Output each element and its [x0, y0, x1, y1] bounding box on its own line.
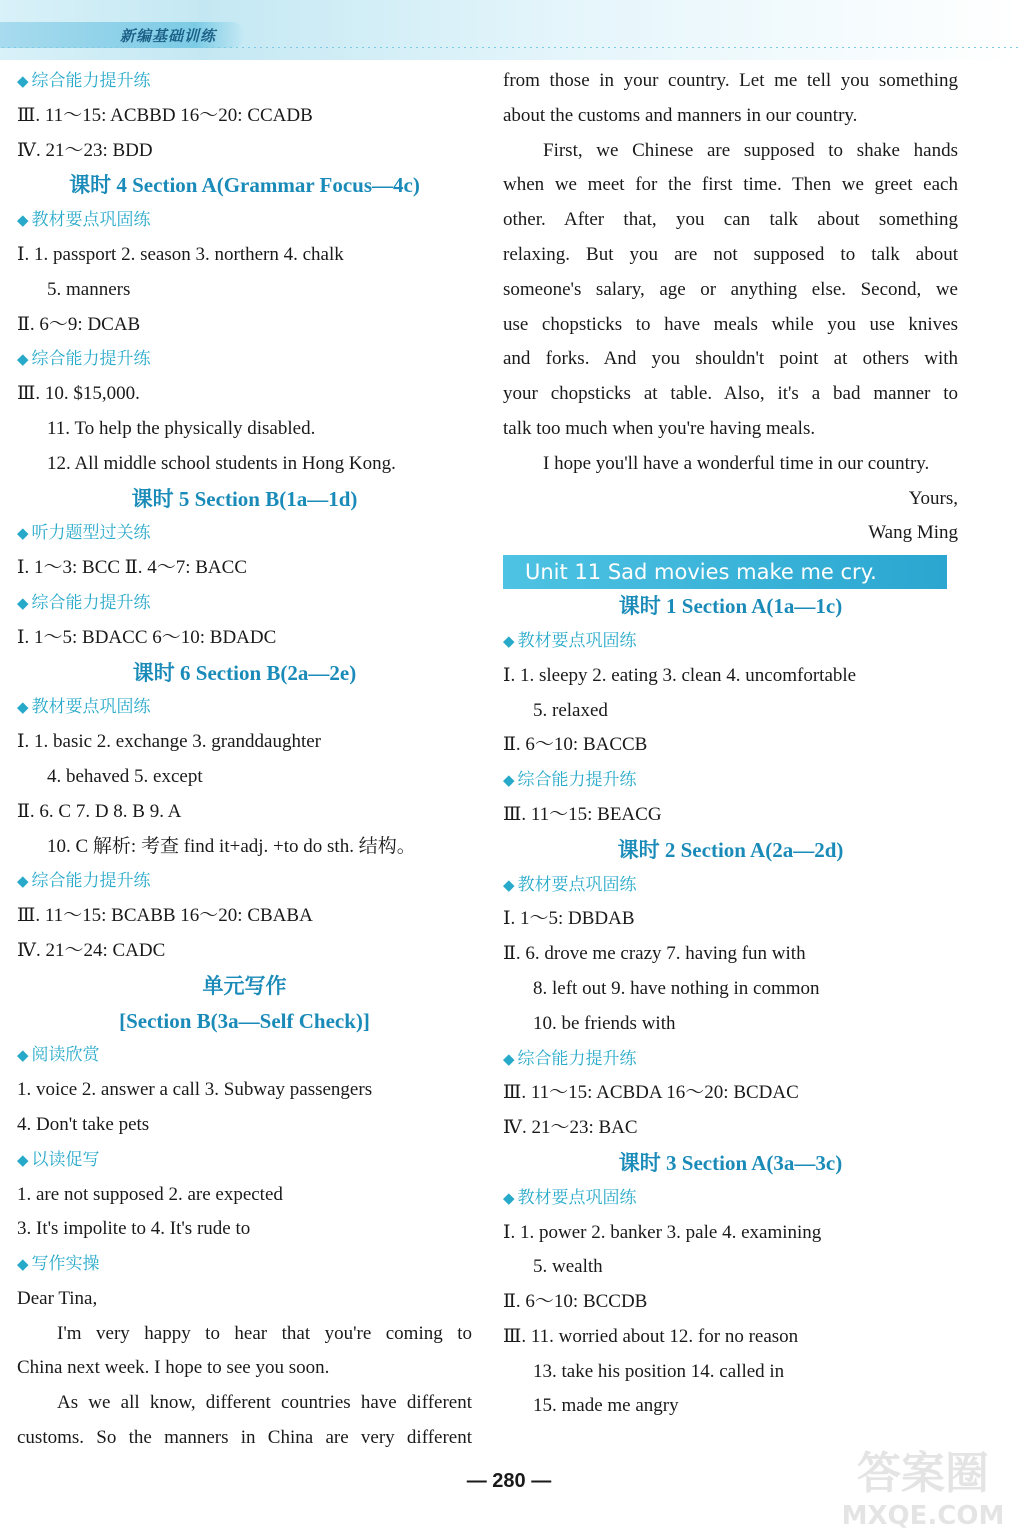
- diamond-bullet-icon: ◆: [503, 875, 515, 894]
- watermark-text: 答案圈: [857, 1448, 989, 1499]
- subsection-heading: [17, 1038, 472, 1073]
- subsection-label: 综合能力提升练: [517, 770, 637, 791]
- answer-line: Ⅱ. 6. C 7. D 8. B 9. A: [17, 800, 182, 822]
- answer-line: Ⅲ. 11～15: ACBBD 16～20: CCADB: [17, 104, 313, 126]
- diamond-bullet-icon: ◆: [17, 872, 29, 891]
- answer-line: Ⅲ. 10. $15,000.: [17, 383, 140, 405]
- answer-line: your chopsticks at table. Also, it's a bad manner to: [503, 383, 958, 405]
- diamond-bullet-icon: ◆: [17, 211, 29, 230]
- page-number: — 280 —: [466, 1470, 552, 1492]
- diamond-bullet-icon: ◆: [17, 1150, 29, 1169]
- answer-line: relaxing. But you are not supposed to talk about: [503, 243, 958, 265]
- section-heading: 课时 1 Section A(1a—1c): [618, 594, 843, 619]
- page-header: [0, 0, 1018, 60]
- diamond-bullet-icon: ◆: [17, 698, 29, 717]
- diamond-bullet-icon: ◆: [17, 1046, 29, 1065]
- answer-line: about the customs and manners in our country.: [503, 104, 858, 126]
- series-label: 新编基础训练: [120, 27, 217, 45]
- subsection-label: 教材要点巩固练: [31, 210, 151, 231]
- subsection-heading: [17, 516, 472, 551]
- subsection-heading: [503, 624, 958, 659]
- header-dotted-rule: [0, 46, 1018, 49]
- answer-line: 1. are not supposed 2. are expected: [17, 1183, 283, 1205]
- answer-line: other. After that, you can talk about something: [503, 209, 958, 231]
- answer-line: 3. It's impolite to 4. It's rude to: [17, 1218, 251, 1240]
- subsection-label: 以读促写: [31, 1149, 100, 1170]
- answer-line: Ⅲ. 11～15: ACBDA 16～20: BCDAC: [503, 1082, 799, 1104]
- answer-line: 11. To help the physically disabled.: [47, 417, 316, 439]
- answer-line: Ⅱ. 6. drove me crazy 7. having fun with: [503, 943, 806, 965]
- subsection-heading: [503, 763, 958, 798]
- answer-line: I'm very happy to hear that you're coming to: [57, 1322, 472, 1344]
- answer-line: Ⅰ. 1. power 2. banker 3. pale 4. examining: [503, 1221, 822, 1243]
- subsection-heading: [17, 342, 472, 377]
- answer-line: someone's salary, age or anything else. Second, we: [503, 278, 958, 300]
- section-heading: 课时 2 Section A(2a—2d): [617, 837, 844, 862]
- subsection-label: 写作实操: [31, 1254, 100, 1275]
- diamond-bullet-icon: ◆: [17, 593, 29, 612]
- watermark-logo: [838, 1440, 1008, 1530]
- answer-line: Ⅰ. 1. passport 2. season 3. northern 4. chalk: [17, 243, 344, 265]
- answer-line: Ⅰ. 1～3: BCC Ⅱ. 4～7: BACC: [17, 557, 247, 579]
- subsection-heading: [503, 1042, 958, 1077]
- answer-line: 15. made me angry: [533, 1395, 679, 1417]
- answer-line: 8. left out 9. have nothing in common: [533, 977, 820, 999]
- answer-line: Ⅲ. 11. worried about 12. for no reason: [503, 1325, 799, 1347]
- diamond-bullet-icon: ◆: [17, 1255, 29, 1274]
- answer-line: 5. wealth: [533, 1256, 603, 1278]
- subsection-heading: [503, 868, 958, 903]
- subsection-label: 综合能力提升练: [31, 871, 151, 892]
- diamond-bullet-icon: ◆: [17, 524, 29, 543]
- section-heading: 课时 6 Section B(2a—2e): [132, 660, 357, 685]
- left-column: [17, 64, 472, 1456]
- subsection-label: 教材要点巩固练: [31, 697, 151, 718]
- answer-line: Yours,: [908, 487, 958, 509]
- diamond-bullet-icon: ◆: [503, 1049, 515, 1068]
- answer-line: 4. behaved 5. except: [47, 765, 203, 787]
- subsection-label: 教材要点巩固练: [517, 630, 637, 651]
- answer-line: Ⅰ. 1～5: BDACC 6～10: BDADC: [17, 626, 277, 648]
- section-heading: [Section B(3a—Self Check)]: [119, 1008, 370, 1033]
- answer-line: 13. take his position 14. called in: [533, 1360, 785, 1382]
- diamond-bullet-icon: ◆: [503, 1188, 515, 1207]
- answer-line: Ⅱ. 6～10: BACCB: [503, 734, 648, 756]
- answer-line: Ⅰ. 1. sleepy 2. eating 3. clean 4. uncomfortable: [503, 664, 857, 686]
- subsection-heading: [503, 1181, 958, 1216]
- subsection-heading: [17, 203, 472, 238]
- subsection-label: 综合能力提升练: [31, 71, 151, 91]
- answer-line: from those in your country. Let me tell you something: [503, 70, 958, 91]
- answer-line: Ⅰ. 1～5: DBDAB: [503, 908, 635, 930]
- section-heading: 课时 4 Section A(Grammar Focus—4c): [69, 173, 420, 198]
- answer-line: I hope you'll have a wonderful time in our country.: [543, 452, 930, 474]
- subsection-label: 阅读欣赏: [31, 1045, 100, 1066]
- subsection-heading: [17, 1247, 472, 1282]
- answer-line: Ⅳ. 21～23: BAC: [503, 1117, 638, 1139]
- answer-line: 10. be friends with: [533, 1012, 676, 1034]
- diamond-bullet-icon: ◆: [503, 771, 515, 790]
- answer-line: Ⅱ. 6～10: BCCDB: [503, 1291, 648, 1313]
- subsection-label: 综合能力提升练: [31, 349, 151, 370]
- answer-line: 5. manners: [47, 278, 131, 300]
- subsection-heading: [17, 1143, 472, 1178]
- answer-line: Ⅱ. 6～9: DCAB: [17, 313, 141, 335]
- answer-line: 12. All middle school students in Hong Kong.: [47, 452, 396, 474]
- answer-line: 4. Don't take pets: [17, 1113, 150, 1135]
- unit-title-bar: Unit 11 Sad movies make me cry.: [503, 555, 947, 589]
- diamond-bullet-icon: ◆: [17, 350, 29, 369]
- subsection-label: 综合能力提升练: [31, 592, 151, 613]
- answer-line: Ⅰ. 1. basic 2. exchange 3. granddaughter: [17, 731, 322, 753]
- answer-line: China next week. I hope to see you soon.: [17, 1357, 330, 1379]
- answer-line: Ⅲ. 11～15: BCABB 16～20: CBABA: [17, 905, 313, 927]
- answer-line: use chopsticks to have meals while you use knives: [503, 313, 958, 335]
- section-heading: 课时 3 Section A(3a—3c): [618, 1150, 843, 1175]
- answer-line: First, we Chinese are supposed to shake hands: [543, 139, 958, 161]
- answer-line: 1. voice 2. answer a call 3. Subway passengers: [17, 1079, 373, 1101]
- answer-line: 5. relaxed: [533, 699, 608, 721]
- subsection-label: 教材要点巩固练: [517, 874, 637, 895]
- answer-line: 10. C 解析: 考查 find it+adj. +to do sth. 结构。: [47, 835, 416, 857]
- section-heading: 课时 5 Section B(1a—1d): [131, 486, 358, 511]
- diamond-bullet-icon: ◆: [17, 72, 29, 90]
- right-column: [503, 64, 958, 1424]
- answer-line: Ⅳ. 21～23: BDD: [17, 139, 153, 161]
- subsection-label: 综合能力提升练: [517, 1048, 637, 1069]
- watermark-url: MXQE.COM: [841, 1501, 1005, 1530]
- answer-line: talk too much when you're having meals.: [503, 417, 816, 439]
- answer-line: customs. So the manners in China are very different: [17, 1427, 472, 1449]
- answer-line: As we all know, different countries have different: [57, 1392, 472, 1414]
- series-tab: [0, 22, 245, 48]
- section-heading: 单元写作: [202, 973, 287, 998]
- subsection-label: 听力题型过关练: [31, 523, 151, 544]
- answer-line: Ⅳ. 21～24: CADC: [17, 939, 166, 961]
- subsection-heading: [17, 690, 472, 725]
- answer-line: Dear Tina,: [17, 1287, 98, 1309]
- subsection-heading: [17, 586, 472, 621]
- diamond-bullet-icon: ◆: [503, 631, 515, 650]
- answer-line: when we meet for the first time. Then we greet each: [503, 174, 958, 196]
- answer-line: Ⅲ. 11～15: BEACG: [503, 803, 662, 825]
- subsection-heading: [17, 64, 472, 99]
- answer-line: Wang Ming: [868, 522, 958, 544]
- subsection-label: 教材要点巩固练: [517, 1187, 637, 1208]
- subsection-heading: [17, 864, 472, 899]
- answer-line: and forks. And you shouldn't point at others with: [503, 348, 958, 370]
